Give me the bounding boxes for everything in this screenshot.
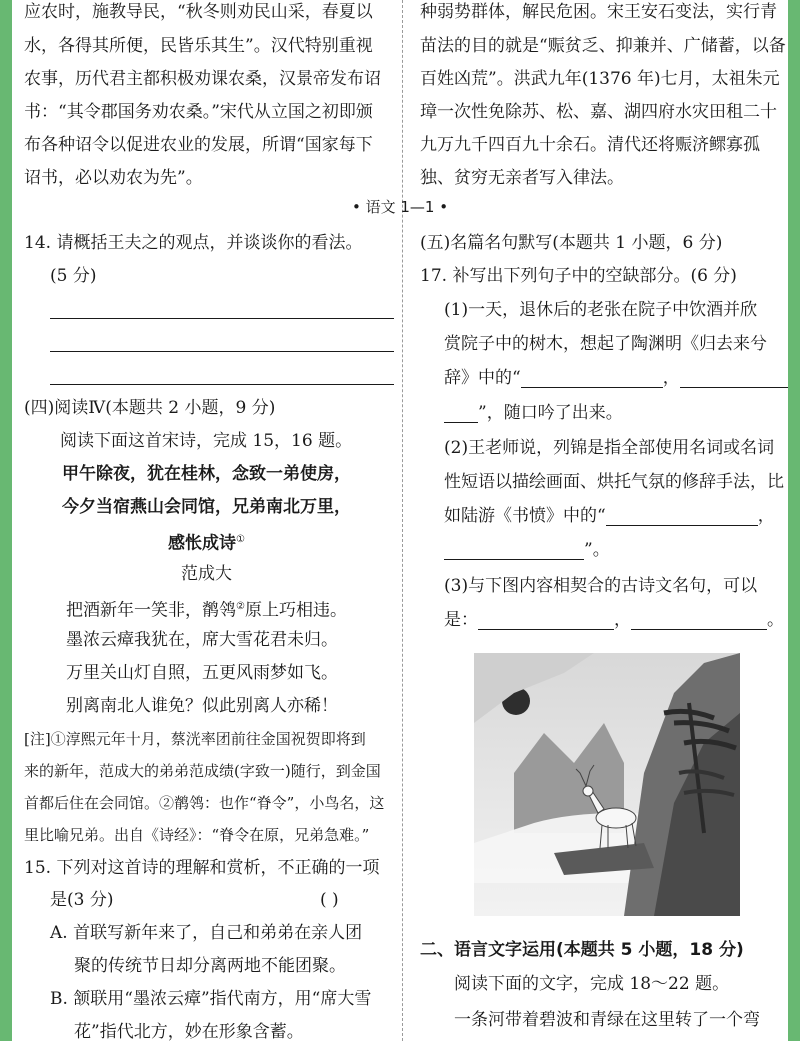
fill-blank[interactable] — [606, 507, 758, 526]
page-footer: • 语文 1—1 • — [351, 198, 449, 216]
passage-line: 布各种诏令以促进农业的发展，所谓“国家每下 — [24, 135, 373, 155]
subquestion-text: 辞》中的“ ， — [444, 368, 788, 388]
fill-blank[interactable] — [521, 369, 663, 388]
section-header: (五)名篇名句默写(本题共 1 小题，6 分) — [420, 233, 723, 253]
footnote-mark: ② — [236, 601, 245, 612]
passage-line: 水，各得其所便，民皆乐其生”。汉代特别重视 — [24, 36, 373, 56]
annotation: 里比喻兄弟。出自《诗经》：“脊令在原，兄弟急难。” — [24, 826, 370, 844]
annotation: 来的新年，范成大的弟弟范成绩(字致一)随行，到金国 — [24, 762, 381, 780]
passage-line: 诏书，必以劝农为先”。 — [24, 168, 203, 188]
question-15: 15. 下列对这首诗的理解和赏析，不正确的一项 — [24, 858, 380, 878]
fill-blank[interactable] — [631, 611, 767, 630]
section-2-header: 二、语言文字运用(本题共 5 小题，18 分) — [420, 940, 744, 960]
passage-line: 应农时，施教导民，“秋冬则劝民山采，春夏以 — [24, 2, 373, 22]
exam-page — [12, 0, 788, 1041]
answer-paren[interactable]: ( ) — [320, 890, 339, 910]
section-2-intro: 阅读下面的文字，完成 18～22 题。 — [454, 974, 730, 994]
poem-title: 今夕当宿燕山会同馆，兄弟南北万里， — [62, 497, 351, 517]
annotation: [注]①淳熙元年十月，蔡洸率团前往金国祝贺即将到 — [24, 730, 366, 748]
landscape-painting — [474, 653, 740, 916]
option-b: 花”指代北方，妙在形象含蓄。 — [74, 1022, 304, 1041]
passage-line: 璋一次性免除苏、松、嘉、湖四府水灾田租二十 — [420, 102, 777, 122]
fill-blank[interactable] — [680, 369, 788, 388]
section-intro: 阅读下面这首宋诗，完成 15，16 题。 — [60, 431, 353, 451]
answer-line[interactable] — [50, 351, 394, 352]
option-b: B. 颔联用“墨浓云瘴”指代南方，用“席大雪 — [50, 989, 372, 1009]
question-15: 是(3 分) — [50, 890, 114, 910]
subquestion-text: (1)一天，退休后的老张在院子中饮酒并欣 — [444, 300, 758, 320]
footnote-mark: ① — [236, 534, 245, 545]
subquestion-text: 如陆游《书愤》中的“ ， — [444, 506, 775, 526]
passage-line: 农事，历代君主都积极劝课农桑，汉景帝发布诏 — [24, 69, 381, 89]
passage-line: 九万九千四百九十余石。清代还将赈济鳏寡孤 — [420, 135, 760, 155]
passage-line: 书：“其令郡国务劝农桑。”宋代从立国之初即颁 — [24, 102, 373, 122]
poem-author: 范成大 — [181, 564, 232, 584]
passage-line: 独、贫穷无亲者写入律法。 — [420, 168, 624, 188]
question-14: 14. 请概括王夫之的观点，并谈谈你的看法。 — [24, 233, 363, 253]
passage-line: 苗法的目的就是“赈贫乏、抑兼并、广储蓄，以备 — [420, 36, 786, 56]
subquestion-text: 赏院子中的树木，想起了陶渊明《归去来兮 — [444, 334, 767, 354]
fill-blank[interactable] — [444, 404, 478, 423]
option-a: A. 首联写新年来了，自己和弟弟在亲人团 — [50, 923, 363, 943]
passage-line: 百姓凶荒”。洪武九年(1376 年)七月，太祖朱元 — [420, 69, 780, 89]
subquestion-text: 是： ， 。 — [444, 610, 784, 630]
subquestion-text: ”，随口吟了出来。 — [444, 403, 623, 423]
poem-title: 感怅成诗① — [168, 533, 245, 554]
subquestion-text: (2)王老师说，列锦是指全部使用名词或名词 — [444, 438, 775, 458]
fill-blank[interactable] — [478, 611, 614, 630]
question-14-score: (5 分) — [50, 266, 97, 286]
poem-title: 甲午除夜，犹在桂林，念致一弟使房， — [62, 464, 351, 484]
answer-line[interactable] — [50, 384, 394, 385]
poem-line: 把酒新年一笑非，鹡鸰②原上巧相违。 — [66, 600, 347, 621]
fill-blank[interactable] — [444, 541, 584, 560]
question-17: 17. 补写出下列句子中的空缺部分。(6 分) — [420, 266, 737, 286]
subquestion-text: ”。 — [444, 540, 610, 560]
answer-line[interactable] — [50, 318, 394, 319]
column-divider — [402, 0, 403, 1041]
poem-line: 墨浓云瘴我犹在，席大雪花君未归。 — [66, 630, 338, 650]
section-2-text: 一条河带着碧波和青绿在这里转了一个弯 — [454, 1010, 760, 1030]
subquestion-text: (3)与下图内容相契合的古诗文名句，可以 — [444, 576, 758, 596]
option-a: 聚的传统节日却分离两地不能团聚。 — [74, 956, 346, 976]
poem-line: 万里关山灯自照，五更风雨梦如飞。 — [66, 663, 338, 683]
annotation: 首都后住在会同馆。②鹡鸰：也作“脊令”，小鸟名，这 — [24, 794, 385, 812]
subquestion-text: 性短语以描绘画面、烘托气氛的修辞手法，比 — [444, 472, 784, 492]
passage-line: 种弱势群体，解民危困。宋王安石变法，实行青 — [420, 2, 777, 22]
section-header: (四)阅读Ⅳ(本题共 2 小题，9 分) — [24, 398, 276, 418]
poem-line: 别离南北人谁免？似此别离人亦稀！ — [66, 696, 338, 716]
